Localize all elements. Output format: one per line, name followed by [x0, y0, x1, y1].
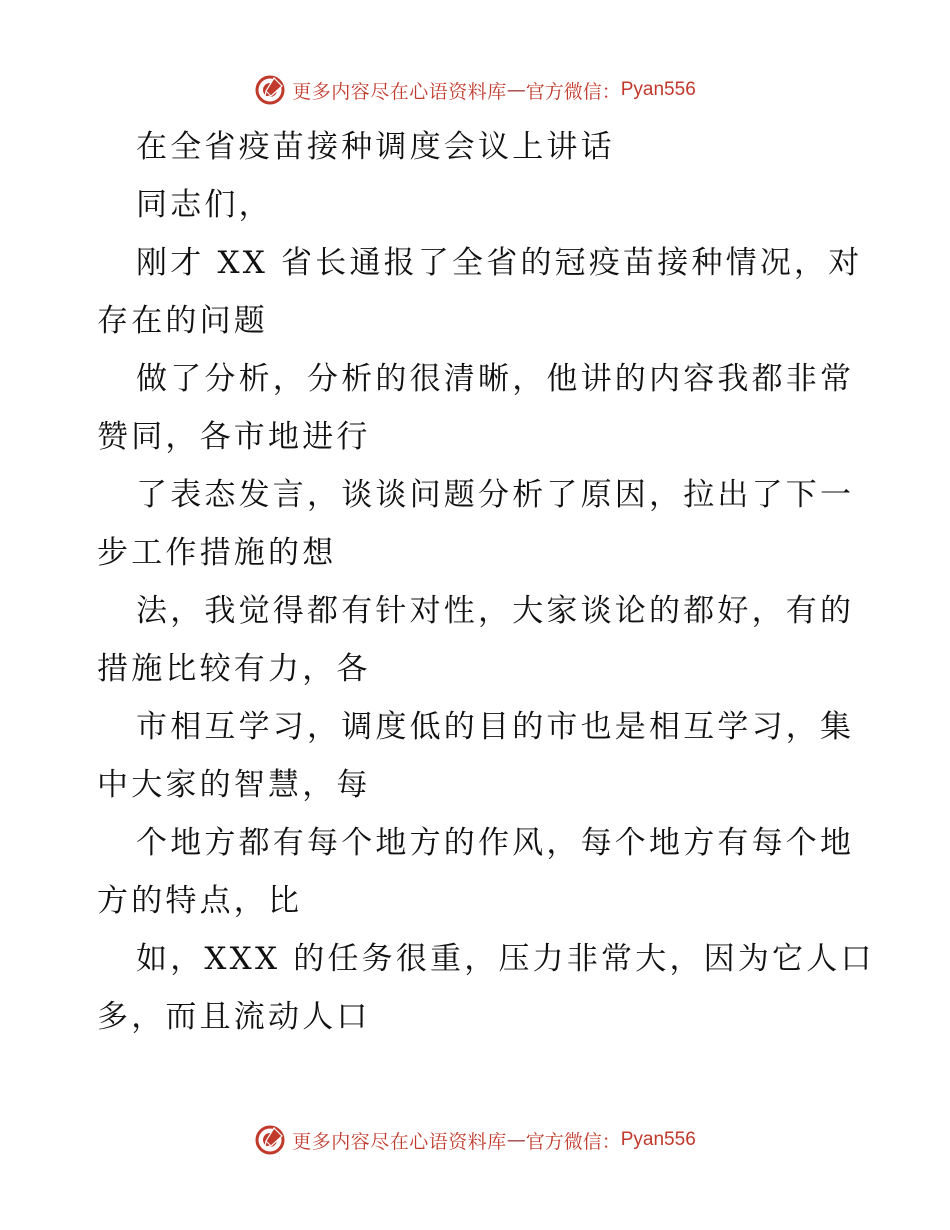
document-body: [97, 118, 875, 1046]
banner-separator: —: [506, 79, 526, 101]
banner-main-text: 更多内容尽在心语资料库: [292, 80, 507, 103]
text-line: 法，我觉得都有针对性，大家谈论的都好，有的: [136, 593, 855, 629]
text-line: 个地方都有每个地方的作风，每个地方有每个地: [136, 825, 855, 861]
text-line: 了表态发言，谈谈问题分析了原因，拉出了下一: [136, 477, 855, 513]
pen-circle-logo-icon: [254, 74, 286, 106]
banner-wechat-id: Pyan556: [620, 79, 696, 100]
banner-separator: —: [506, 1129, 526, 1151]
text-line: 做了分析，分析的很清晰，他讲的内容我都非常: [136, 361, 855, 397]
footer-banner: [0, 1122, 950, 1158]
text-line: 措施比较有力，各: [97, 651, 371, 687]
text-line: 市相互学习，调度低的目的市也是相互学习，集: [136, 709, 855, 745]
banner-wechat-label: 官方微信：: [525, 1130, 621, 1153]
text-line: 刚才 XX 省长通报了全省的冠疫苗接种情况，对: [136, 245, 863, 281]
text-line: 方的特点，比: [97, 883, 303, 919]
document-title: 在全省疫苗接种调度会议上讲话: [136, 129, 615, 165]
text-line: 中大家的智慧，每: [97, 767, 371, 803]
salutation: 同志们，: [136, 187, 273, 223]
text-line: 如，XXX 的任务很重，压力非常大，因为它人口: [136, 941, 875, 977]
text-line: 存在的问题: [97, 303, 268, 339]
banner-main-text: 更多内容尽在心语资料库: [292, 1130, 507, 1153]
banner-wechat-id: Pyan556: [620, 1129, 696, 1150]
text-line: 赞同，各市地进行: [97, 419, 371, 455]
pen-circle-logo-icon: [254, 1124, 286, 1156]
banner-wechat-label: 官方微信：: [525, 80, 621, 103]
text-line: 多，而且流动人口: [97, 999, 371, 1035]
text-line: 步工作措施的想: [97, 535, 337, 571]
header-banner: [0, 72, 950, 108]
